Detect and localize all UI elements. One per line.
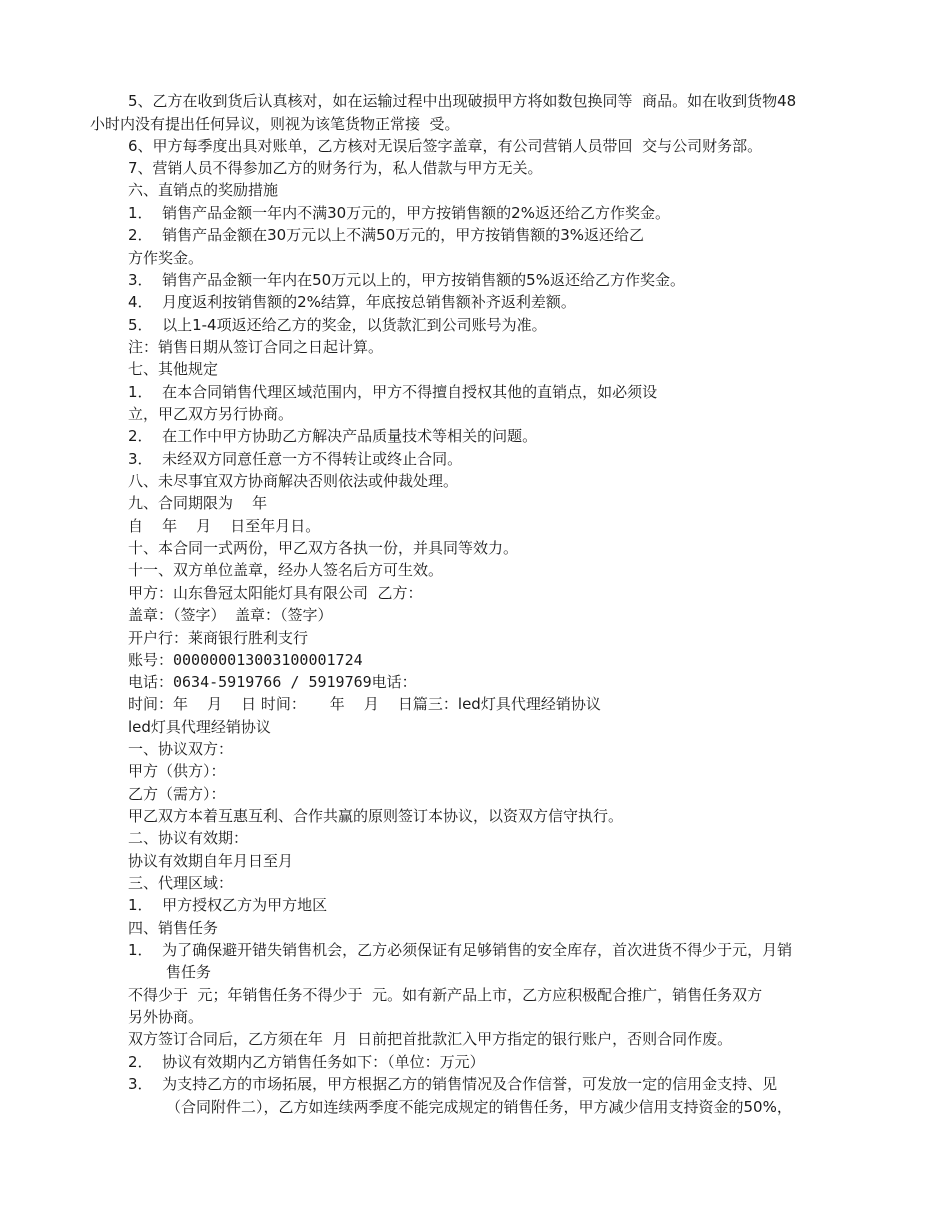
party-line: 甲方：山东鲁冠太阳能灯具有限公司 乙方：	[128, 584, 423, 602]
text-line: （合同附件二），乙方如连续两季度不能完成规定的销售任务，甲方减少信用支持资金的50%，	[166, 1098, 792, 1116]
list-item: 2． 销售产品金额在30万元以上不满50万元的，甲方按销售额的3%返还给乙	[128, 226, 645, 244]
list-item: 3． 为支持乙方的市场拓展，甲方根据乙方的销售情况及合作信誉，可发放一定的信用金支持、见	[128, 1075, 778, 1093]
section-heading: 十一、双方单位盖章，经办人签名后方可生效。	[128, 561, 444, 579]
section-heading: 六、直销点的奖励措施	[128, 181, 279, 199]
text-line: 甲方（供方）：	[128, 762, 226, 780]
section-heading: 四、销售任务	[128, 919, 219, 937]
section-heading: 七、其他规定	[128, 360, 219, 378]
list-item: 3． 销售产品金额一年内在50万元以上的，甲方按销售额的5%返还给乙方作奖金。	[128, 271, 685, 289]
section-heading: 一、协议双方：	[128, 740, 234, 758]
list-item: 4． 月度返利按销售额的2%结算，年底按总销售额补齐返利差额。	[128, 293, 576, 311]
text-line: 7、营销人员不得参加乙方的财务行为，私人借款与甲方无关。	[128, 159, 543, 177]
list-item: 2． 协议有效期内乙方销售任务如下：（单位：万元）	[128, 1053, 485, 1071]
text-line: 5、乙方在收到货后认真核对，如在运输过程中出现破损甲方将如数包换同等 商品。如在收到货物48	[128, 92, 797, 110]
list-item: 1． 在本合同销售代理区域范围内，甲方不得擅自授权其他的直销点，如必须设	[128, 383, 658, 401]
text-line: 售任务	[166, 963, 212, 981]
section-heading: 九、合同期限为 年	[128, 494, 268, 512]
list-item: 2． 在工作中甲方协助乙方解决产品质量技术等相关的问题。	[128, 427, 538, 445]
list-item: 1． 甲方授权乙方为甲方地区	[128, 896, 328, 914]
section-heading: 二、协议有效期：	[128, 829, 249, 847]
text-line: 甲乙双方本着互惠互利、合作共赢的原则签订本协议，以资双方信守执行。	[128, 807, 624, 825]
list-item: 3． 未经双方同意任意一方不得转让或终止合同。	[128, 450, 463, 468]
text-line: 不得少于 元；年销售任务不得少于 元。如有新产品上市，乙方应积极配合推广，销售任务双方	[128, 986, 763, 1004]
date-line: 时间：年 月 日 时间： 年 月 日篇三：led灯具代理经销协议	[128, 695, 601, 713]
bank-line: 开户行：莱商银行胜利支行	[128, 629, 309, 647]
text-line: 协议有效期自年月日至月	[128, 852, 294, 870]
text-line: 小时内没有提出任何异议，则视为该笔货物正常接 受。	[90, 115, 460, 133]
list-item: 1． 销售产品金额一年内不满30万元的，甲方按销售额的2%返还给乙方作奖金。	[128, 204, 670, 222]
text-line: 双方签订合同后，乙方须在年 月 日前把首批款汇入甲方指定的银行账户，否则合同作废。	[128, 1030, 733, 1048]
section-heading: 三、代理区域：	[128, 874, 234, 892]
section-heading: 八、未尽事宜双方协商解决否则依法或仲裁处理。	[128, 472, 459, 490]
text-line: 6、甲方每季度出具对账单，乙方核对无误后签字盖章，有公司营销人员带回 交与公司财务部。	[128, 137, 763, 155]
phone-line: 电话：0634-5919766 / 5919769电话：	[128, 673, 417, 691]
text-line: 乙方（需方）：	[128, 785, 226, 803]
text-line: 自 年 月 日至年月日。	[128, 517, 321, 535]
list-item: 5． 以上1-4项返还给乙方的奖金，以货款汇到公司账号为准。	[128, 316, 547, 334]
seal-line: 盖章：（签字） 盖章：（签字）	[128, 606, 333, 624]
note-line: 注：销售日期从签订合同之日起计算。	[128, 338, 384, 356]
text-line: 另外协商。	[128, 1008, 204, 1026]
text-line: 立，甲乙双方另行协商。	[128, 405, 294, 423]
text-line: 方作奖金。	[128, 249, 204, 267]
document-title: led灯具代理经销协议	[128, 718, 271, 736]
section-heading: 十、本合同一式两份，甲乙双方各执一份，并具同等效力。	[128, 539, 519, 557]
list-item: 1． 为了确保避开错失销售机会，乙方必须保证有足够销售的安全库存，首次进货不得少于元，月销	[128, 941, 793, 959]
account-line: 账号：000000013003100001724	[128, 651, 363, 669]
